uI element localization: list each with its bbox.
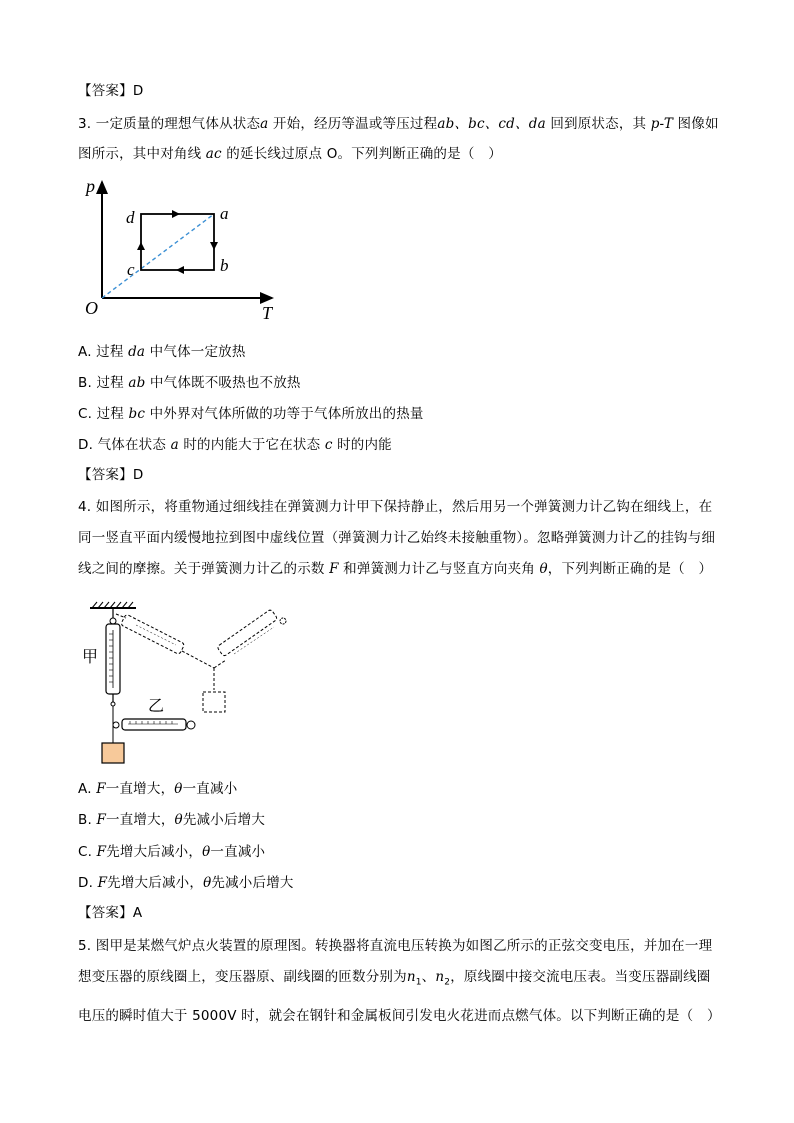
q4-stem-line-3: 线之间的摩擦。关于弹簧测力计乙的示数 F 和弹簧测力计乙与竖直方向夹角 θ，下列判断正确的是（ ） xyxy=(78,561,713,577)
label-T: T xyxy=(262,303,273,322)
q5-stem-line-3: 电压的瞬时值大于 5000V 时，就会在钢针和金属板间引发电火花进而点燃气体。以下判断正确的是（ ） xyxy=(78,1008,721,1024)
q4-answer: 【答案】A xyxy=(78,905,143,921)
q4-option-b: B. F一直增大，θ先减小后增大 xyxy=(78,812,266,828)
diagonal-ac xyxy=(102,214,214,298)
arrow-b-to-c xyxy=(176,266,184,274)
label-d: d xyxy=(126,208,135,227)
q4-stem-line-2: 同一竖直平面内缓慢地拉到图中虚线位置（弹簧测力计乙始终未接触重物）。忽略弹簧测力计乙的挂钩与细 xyxy=(78,530,716,546)
pT-diagram xyxy=(80,172,280,322)
label-a: a xyxy=(220,204,229,223)
spring-scale-diagram xyxy=(78,598,298,768)
dashed-position xyxy=(116,609,278,712)
q4-option-c: C. F先增大后减小，θ一直减小 xyxy=(78,844,266,860)
arrow-c-to-d xyxy=(137,242,145,250)
answer-line: 【答案】D xyxy=(78,83,144,99)
arrow-a-to-b xyxy=(210,242,218,250)
label-O: O xyxy=(85,298,98,318)
q4-stem-line-1: 4. 如图所示，将重物通过细线挂在弹簧测力计甲下保持静止，然后用另一个弹簧测力计乙钩在细线上，在 xyxy=(78,499,713,515)
label-c: c xyxy=(127,260,135,279)
q3-option-c: C. 过程 bc 中外界对气体所做的功等于气体所放出的热量 xyxy=(78,406,424,422)
weight xyxy=(102,743,124,763)
q3-stem-line-2: 图所示，其中对角线 ac 的延长线过原点 O。下列判断正确的是（ ） xyxy=(78,146,502,162)
q4-option-a: A. F一直增大，θ一直减小 xyxy=(78,781,238,797)
scale-yi xyxy=(122,719,186,730)
q3-option-b: B. 过程 ab 中气体既不吸热也不放热 xyxy=(78,375,301,391)
arrow-d-to-a xyxy=(172,210,180,218)
q3-option-d: D. 气体在状态 a 时的内能大于它在状态 c 时的内能 xyxy=(78,437,392,453)
label-b: b xyxy=(220,256,229,275)
q3-stem-line-1: 3. 一定质量的理想气体从状态a 开始，经历等温或等压过程ab、bc、cd、da 回到原状态，其 p-T 图像如 xyxy=(78,116,719,132)
label-jia: 甲 xyxy=(82,647,99,666)
q5-stem-line-2: 想变压器的原线圈上，变压器原、副线圈的匝数分别为$n_1$、$n_2$，原线圈中接交流电压表。当变压器副线圈 xyxy=(78,969,711,988)
q3-answer: 【答案】D xyxy=(78,467,144,483)
label-p: p xyxy=(86,176,95,196)
q4-option-d: D. F先增大后减小，θ先减小后增大 xyxy=(78,875,294,891)
q5-stem-line-1: 5. 图甲是某燃气炉点火装置的原理图。转换器将直流电压转换为如图乙所示的正弦交变电压，并加在一理 xyxy=(78,938,713,954)
q3-option-a: A. 过程 da 中气体一定放热 xyxy=(78,344,246,360)
label-yi: 乙 xyxy=(148,696,165,715)
